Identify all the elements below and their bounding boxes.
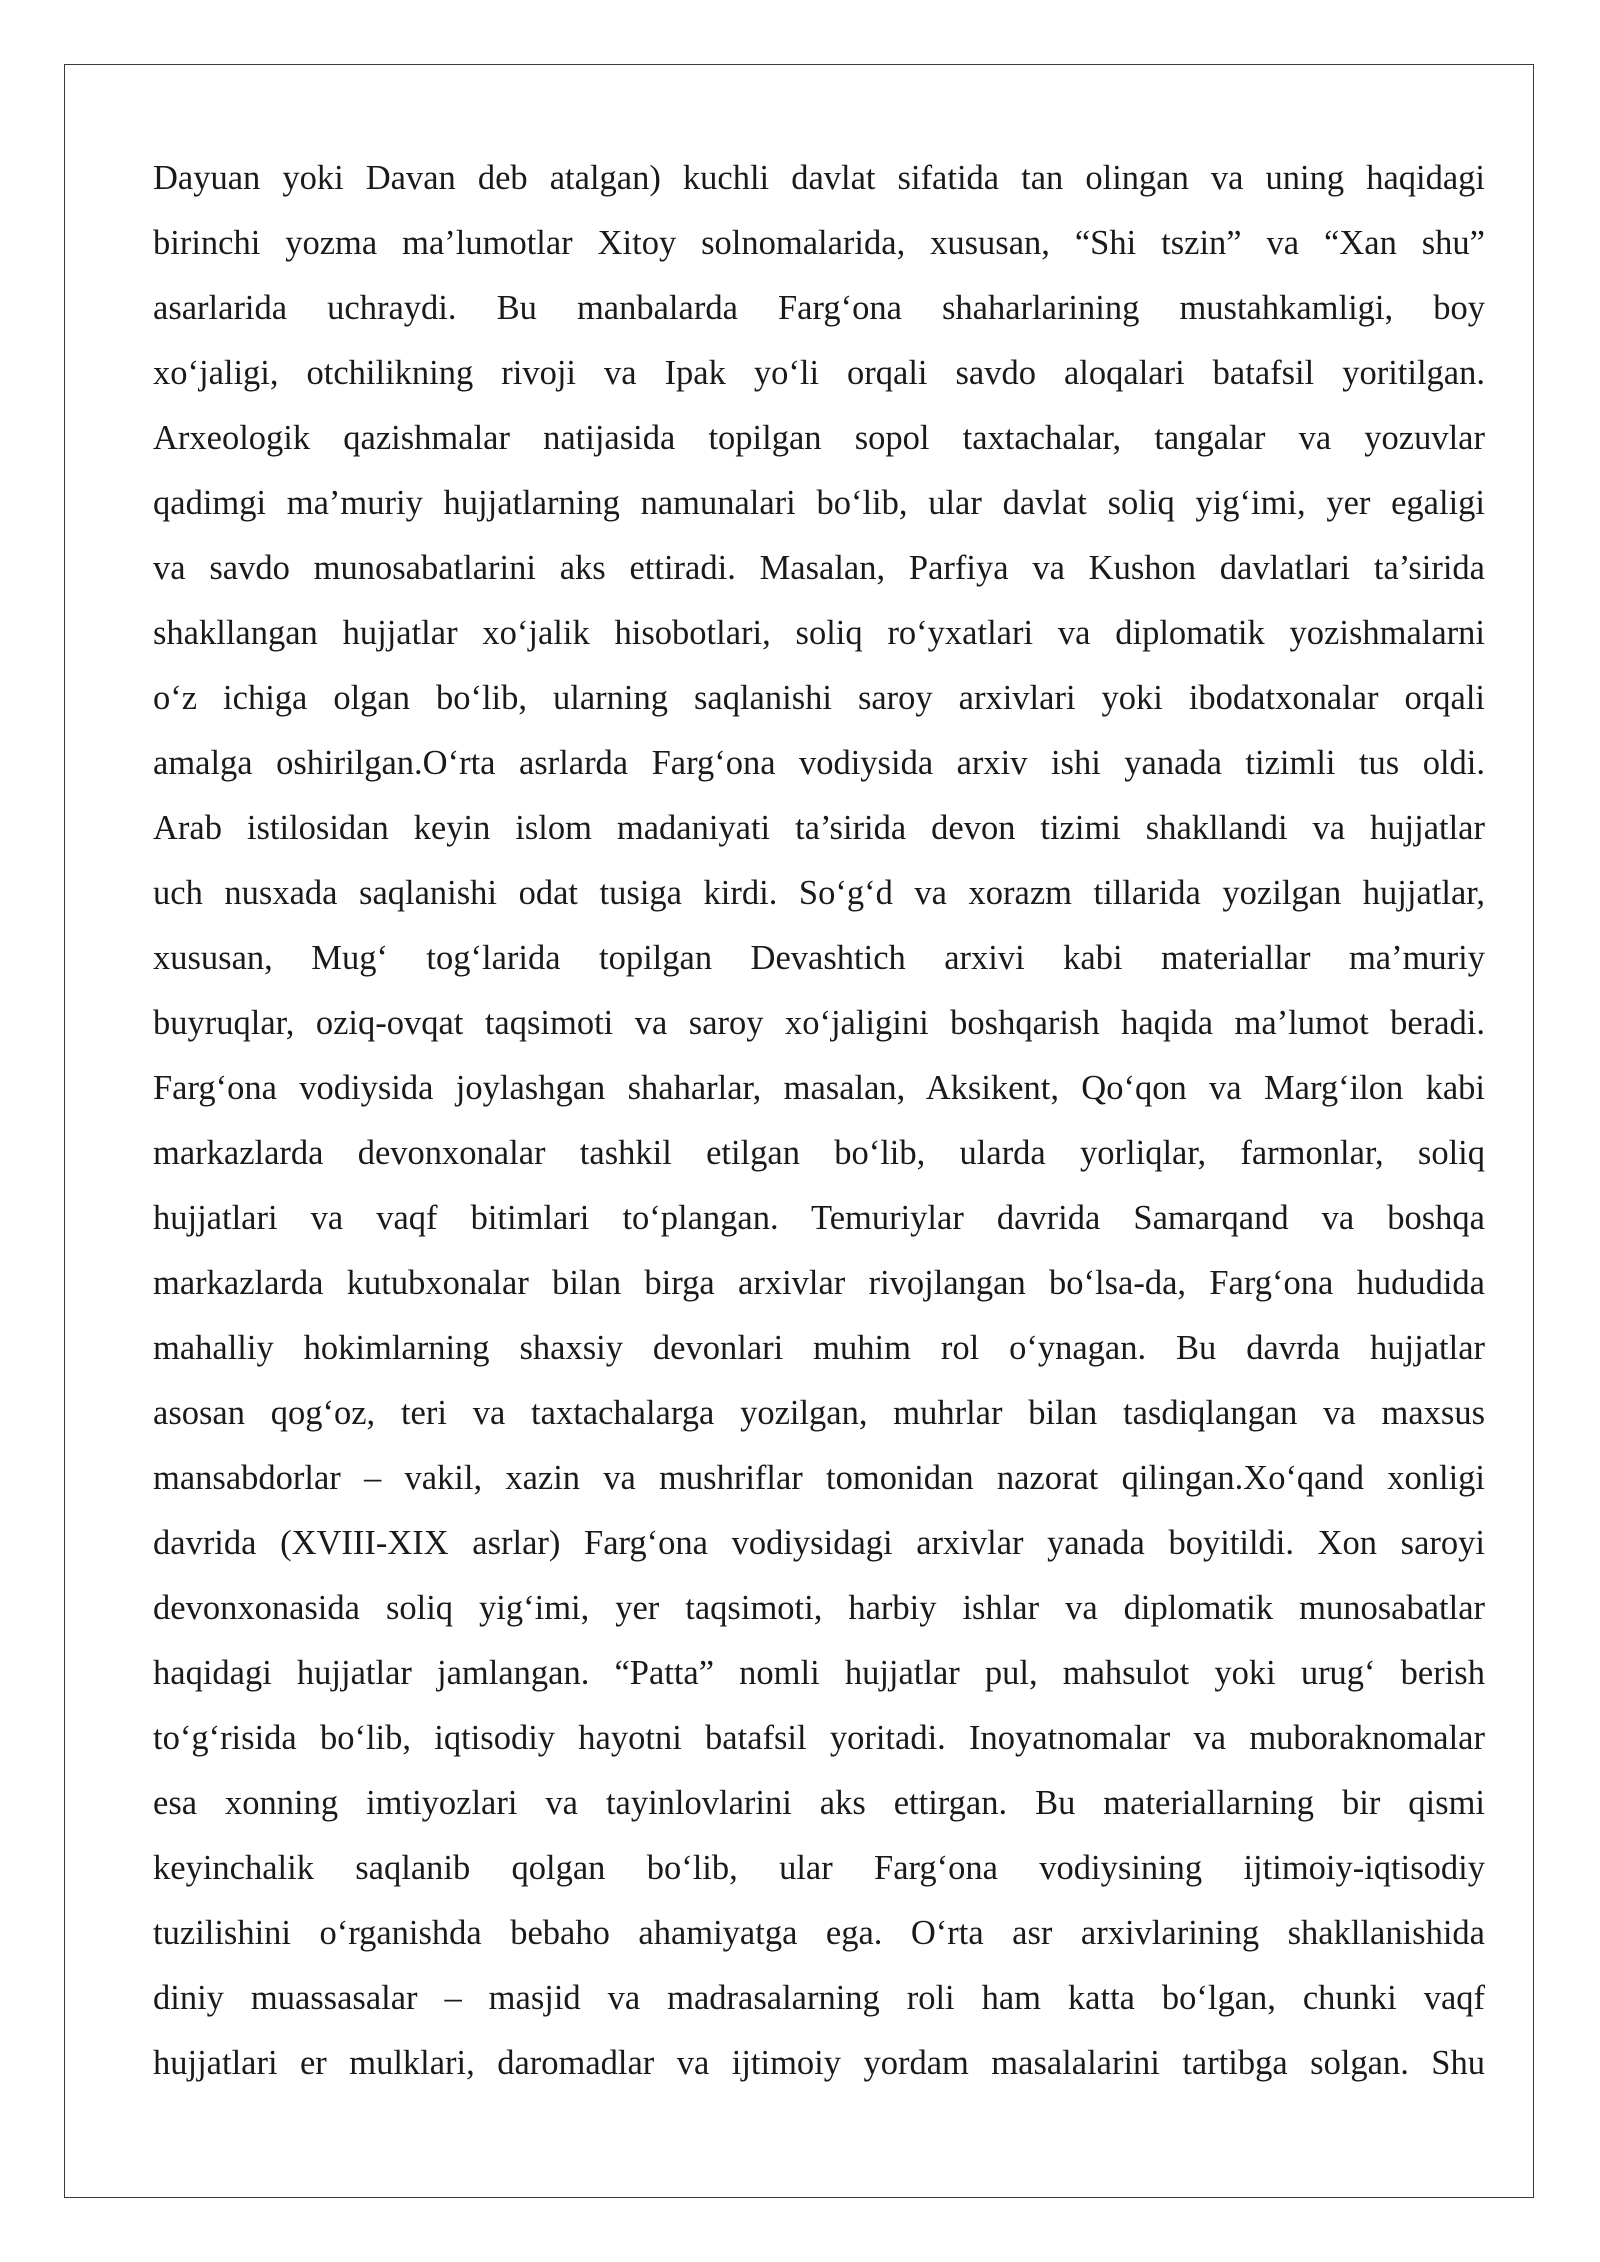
text-line: buyruqlar, oziq-ovqat taqsimoti va saroy xo‘jaligini boshqarish haqida ma’lumot beradi. [153, 1004, 1485, 1042]
text-line: xo‘jaligi, otchilikning rivoji va Ipak yo‘li orqali savdo aloqalari batafsil yoritilgan. [153, 354, 1485, 392]
text-line: va savdo munosabatlarini aks ettiradi. Masalan, Parfiya va Kushon davlatlari ta’sirida [153, 549, 1485, 587]
text-line: birinchi yozma ma’lumotlar Xitoy solnomalarida, xususan, “Shi tszin” va “Xan shu” [153, 224, 1485, 262]
text-line: asarlarida uchraydi. Bu manbalarda Farg‘ona shaharlarining mustahkamligi, boy [153, 289, 1485, 327]
text-line: mahalliy hokimlarning shaxsiy devonlari muhim rol o‘ynagan. Bu davrda hujjatlar [153, 1329, 1485, 1367]
text-line: markazlarda kutubxonalar bilan birga arxivlar rivojlangan bo‘lsa-da, Farg‘ona hududida [153, 1264, 1485, 1302]
text-line: Arab istilosidan keyin islom madaniyati ta’sirida devon tizimi shakllandi va hujjatlar [153, 809, 1485, 847]
text-line: mansabdorlar – vakil, xazin va mushriflar tomonidan nazorat qilingan.Xo‘qand xonligi [153, 1459, 1485, 1497]
text-line: o‘z ichiga olgan bo‘lib, ularning saqlanishi saroy arxivlari yoki ibodatxonalar orqali [153, 679, 1485, 717]
text-line: to‘g‘risida bo‘lib, iqtisodiy hayotni batafsil yoritadi. Inoyatnomalar va muboraknomalar [153, 1719, 1485, 1757]
text-line: asosan qog‘oz, teri va taxtachalarga yozilgan, muhrlar bilan tasdiqlangan va maxsus [153, 1394, 1485, 1432]
text-line: uch nusxada saqlanishi odat tusiga kirdi. So‘g‘d va xorazm tillarida yozilgan hujjatlar, [153, 874, 1485, 912]
text-line: amalga oshirilgan.O‘rta asrlarda Farg‘ona vodiysida arxiv ishi yanada tizimli tus oldi. [153, 744, 1485, 782]
text-line: esa xonning imtiyozlari va tayinlovlarini aks ettirgan. Bu materiallarning bir qismi [153, 1784, 1485, 1822]
text-line: davrida (XVIII-XIX asrlar) Farg‘ona vodiysidagi arxivlar yanada boyitildi. Xon saroyi [153, 1524, 1485, 1562]
text-line: keyinchalik saqlanib qolgan bo‘lib, ular Farg‘ona vodiysining ijtimoiy-iqtisodiy [153, 1849, 1485, 1887]
text-line: diniy muassasalar – masjid va madrasalarning roli ham katta bo‘lgan, chunki vaqf [153, 1979, 1485, 2017]
text-line: Farg‘ona vodiysida joylashgan shaharlar, masalan, Aksikent, Qo‘qon va Marg‘ilon kabi [153, 1069, 1485, 1107]
text-line: hujjatlari va vaqf bitimlari to‘plangan. Temuriylar davrida Samarqand va boshqa [153, 1199, 1485, 1237]
text-line: tuzilishini o‘rganishda bebaho ahamiyatga ega. O‘rta asr arxivlarining shakllanishida [153, 1914, 1485, 1952]
text-line: markazlarda devonxonalar tashkil etilgan bo‘lib, ularda yorliqlar, farmonlar, soliq [153, 1134, 1485, 1172]
text-line: shakllangan hujjatlar xo‘jalik hisobotlari, soliq ro‘yxatlari va diplomatik yozishmalarni [153, 614, 1485, 652]
text-line: qadimgi ma’muriy hujjatlarning namunalari bo‘lib, ular davlat soliq yig‘imi, yer egaligi [153, 484, 1485, 522]
text-line: devonxonasida soliq yig‘imi, yer taqsimoti, harbiy ishlar va diplomatik munosabatlar [153, 1589, 1485, 1627]
text-line: xususan, Mug‘ tog‘larida topilgan Devashtich arxivi kabi materiallar ma’muriy [153, 939, 1485, 977]
text-line: hujjatlari er mulklari, daromadlar va ijtimoiy yordam masalalarini tartibga solgan. Shu [153, 2044, 1485, 2082]
text-line: haqidagi hujjatlar jamlangan. “Patta” nomli hujjatlar pul, mahsulot yoki urug‘ berish [153, 1654, 1485, 1692]
text-line: Arxeologik qazishmalar natijasida topilgan sopol taxtachalar, tangalar va yozuvlar [153, 419, 1485, 457]
body-paragraph [153, 146, 1485, 2096]
text-line: Dayuan yoki Davan deb atalgan) kuchli davlat sifatida tan olingan va uning haqidagi [153, 159, 1485, 197]
